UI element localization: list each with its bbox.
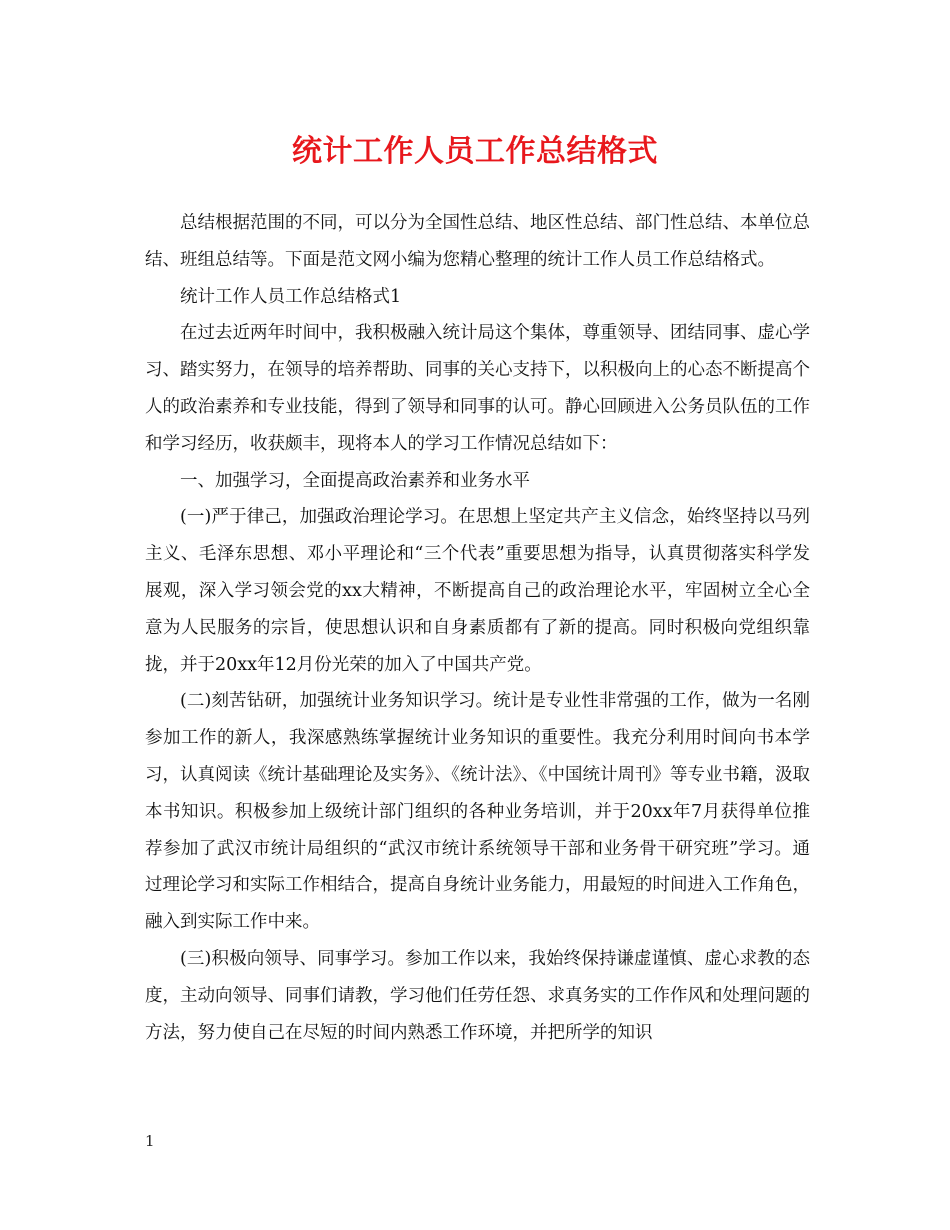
document-title: 统计工作人员工作总结格式 xyxy=(292,134,658,169)
paragraph-item-two: (二)刻苦钻研，加强统计业务知识学习。统计是专业性非常强的工作，做为一名刚参加工作的新人，我深感熟练掌握统计业务知识的重要性。我充分利用时间向书本学习，认真阅读《统计基础理论及实务》、《统计法》、《中国统计周刊》等专业书籍，汲取本书知识。积极参加上级统计部门组织的各种业务培训，并于20xx年7月获得单位推荐参加了武汉市统计局组织的“武汉市统计系统领导干部和业务骨干研究班”学习。通过理论学习和实际工作相结合，提高自身统计业务能力，用最短的时间进入工作角色，融入到实际工作中来。 xyxy=(145,691,810,933)
document-body xyxy=(145,205,810,1051)
paragraph-item-one: (一)严于律己，加强政治理论学习。在思想上坚定共产主义信念，始终坚持以马列主义、毛泽东思想、邓小平理论和“三个代表”重要思想为指导，认真贯彻落实科学发展观，深入学习领会党的xx大精神，不断提高自己的政治理论水平，牢固树立全心全意为人民服务的宗旨，使思想认识和自身素质都有了新的提高。同时积极向党组织靠拢，并于20xx年12月份光荣的加入了中国共产党。 xyxy=(145,507,810,675)
page-number: 1 xyxy=(145,1132,155,1150)
paragraph-item-three: (三)积极向领导、同事学习。参加工作以来，我始终保持谦虚谨慎、虚心求教的态度，主动向领导、同事们请教，学习他们任劳任怨、求真务实的工作作风和处理问题的方法，努力使自己在尽短的时间内熟悉工作环境，并把所学的知识 xyxy=(145,948,810,1043)
paragraph-intro: 总结根据范围的不同，可以分为全国性总结、地区性总结、部门性总结、本单位总结、班组总结等。下面是范文网小编为您精心整理的统计工作人员工作总结格式。 xyxy=(145,213,810,270)
paragraph-section-heading: 统计工作人员工作总结格式1 xyxy=(180,286,402,307)
paragraph-overview: 在过去近两年时间中，我积极融入统计局这个集体，尊重领导、团结同事、虚心学习、踏实努力，在领导的培养帮助、同事的关心支持下，以积极向上的心态不断提高个人的政治素养和专业技能，得到了领导和同事的认可。静心回顾进入公务员队伍的工作和学习经历，收获颇丰，现将本人的学习工作情况总结如下： xyxy=(145,323,810,454)
paragraph-heading-one: 一、加强学习，全面提高政治素养和业务水平 xyxy=(180,470,530,491)
